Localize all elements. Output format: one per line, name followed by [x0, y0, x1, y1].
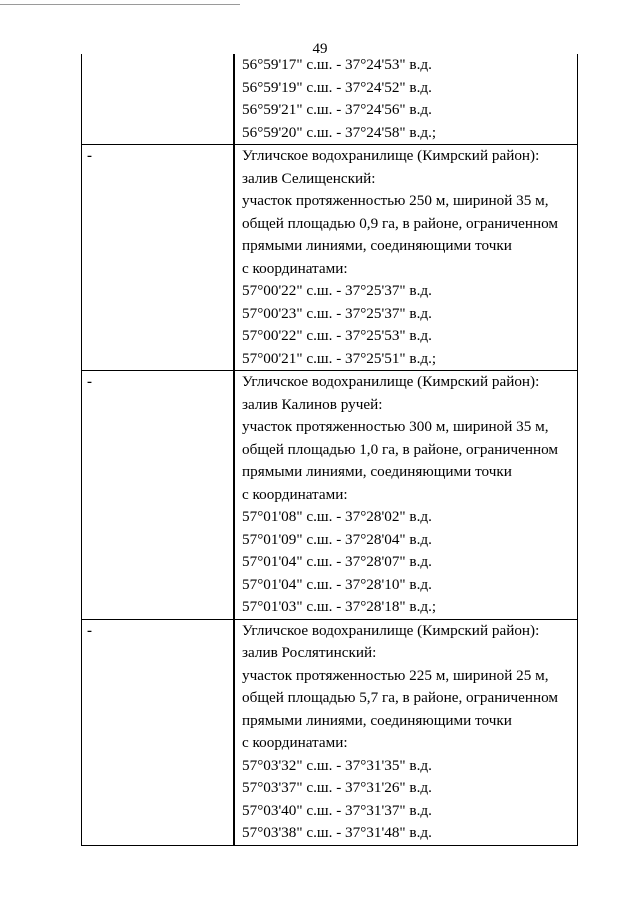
text-line: 57°00'21" с.ш. - 37°25'51" в.д.; [242, 349, 437, 367]
text-line: общей площадью 0,9 га, в районе, ограниченном [242, 214, 559, 232]
text-line: 57°03'38" с.ш. - 37°31'48" в.д. [242, 824, 432, 841]
text-line: 57°03'32" с.ш. - 37°31'35" в.д. [242, 756, 432, 774]
text-line: залив Калинов ручей: [242, 395, 383, 413]
table-row [81, 144, 578, 370]
text-line: с координатами: [242, 259, 348, 277]
text-line: залив Рослятинский: [242, 644, 377, 661]
text-line: 57°03'37" с.ш. - 37°31'26" в.д. [242, 779, 432, 796]
text-line: 57°01'09" с.ш. - 37°28'04" в.д. [242, 530, 432, 548]
text-line: Угличское водохранилище (Кимрский район): [242, 621, 540, 639]
row-content [242, 54, 577, 144]
top-divider-line [0, 4, 240, 5]
text-line: участок протяженностью 250 м, шириной 35 м, [242, 192, 549, 209]
text-line: 57°00'23" с.ш. - 37°25'37" в.д. [242, 304, 432, 322]
text-line: 57°00'22" с.ш. - 37°25'37" в.д. [242, 282, 432, 299]
text-line: 56°59'21" с.ш. - 37°24'56" в.д. [242, 101, 432, 118]
text-line: общей площадью 5,7 га, в районе, ограниченном [242, 689, 559, 706]
text-line: 57°00'22" с.ш. - 37°25'53" в.д. [242, 327, 432, 344]
row-content [242, 371, 577, 619]
column-divider [233, 145, 235, 370]
text-line: Угличское водохранилище (Кимрский район): [242, 373, 540, 390]
text-line: 57°01'08" с.ш. - 37°28'02" в.д. [242, 508, 432, 525]
text-line: участок протяженностью 300 м, шириной 35 м, [242, 418, 549, 435]
list-marker: - [87, 148, 92, 164]
text-line: 56°59'19" с.ш. - 37°24'52" в.д. [242, 78, 432, 96]
text-line: прямыми линиями, соединяющими точки [242, 237, 512, 254]
text-line: 57°01'04" с.ш. - 37°28'07" в.д. [242, 553, 432, 570]
text-line: 56°59'17" с.ш. - 37°24'53" в.д. [242, 56, 432, 73]
column-divider [233, 620, 235, 845]
text-line: прямыми линиями, соединяющими точки [242, 463, 512, 480]
text-line: прямыми линиями, соединяющими точки [242, 711, 512, 729]
text-line: Угличское водохранилище (Кимрский район): [242, 147, 540, 164]
list-marker: - [87, 374, 92, 390]
table-row [81, 54, 578, 144]
column-divider [233, 54, 235, 144]
row-content [242, 620, 577, 845]
text-line: 57°01'03" с.ш. - 37°28'18" в.д.; [242, 598, 437, 615]
text-line: с координатами: [242, 485, 348, 503]
page-number: 49 [312, 41, 328, 57]
table-row [81, 370, 578, 619]
coordinates-table [81, 54, 578, 846]
text-line: общей площадью 1,0 га, в районе, ограниченном [242, 440, 559, 458]
list-marker: - [87, 622, 92, 639]
text-line: 57°01'04" с.ш. - 37°28'10" в.д. [242, 575, 432, 593]
row-content [242, 145, 577, 370]
column-divider [233, 371, 235, 619]
text-line: залив Селищенский: [242, 169, 376, 187]
text-line: участок протяженностью 225 м, шириной 25 м, [242, 666, 549, 684]
text-line: 57°03'40" с.ш. - 37°31'37" в.д. [242, 801, 432, 819]
text-line: 56°59'20" с.ш. - 37°24'58" в.д.; [242, 123, 437, 141]
table-row [81, 619, 578, 846]
text-line: с координатами: [242, 734, 348, 751]
